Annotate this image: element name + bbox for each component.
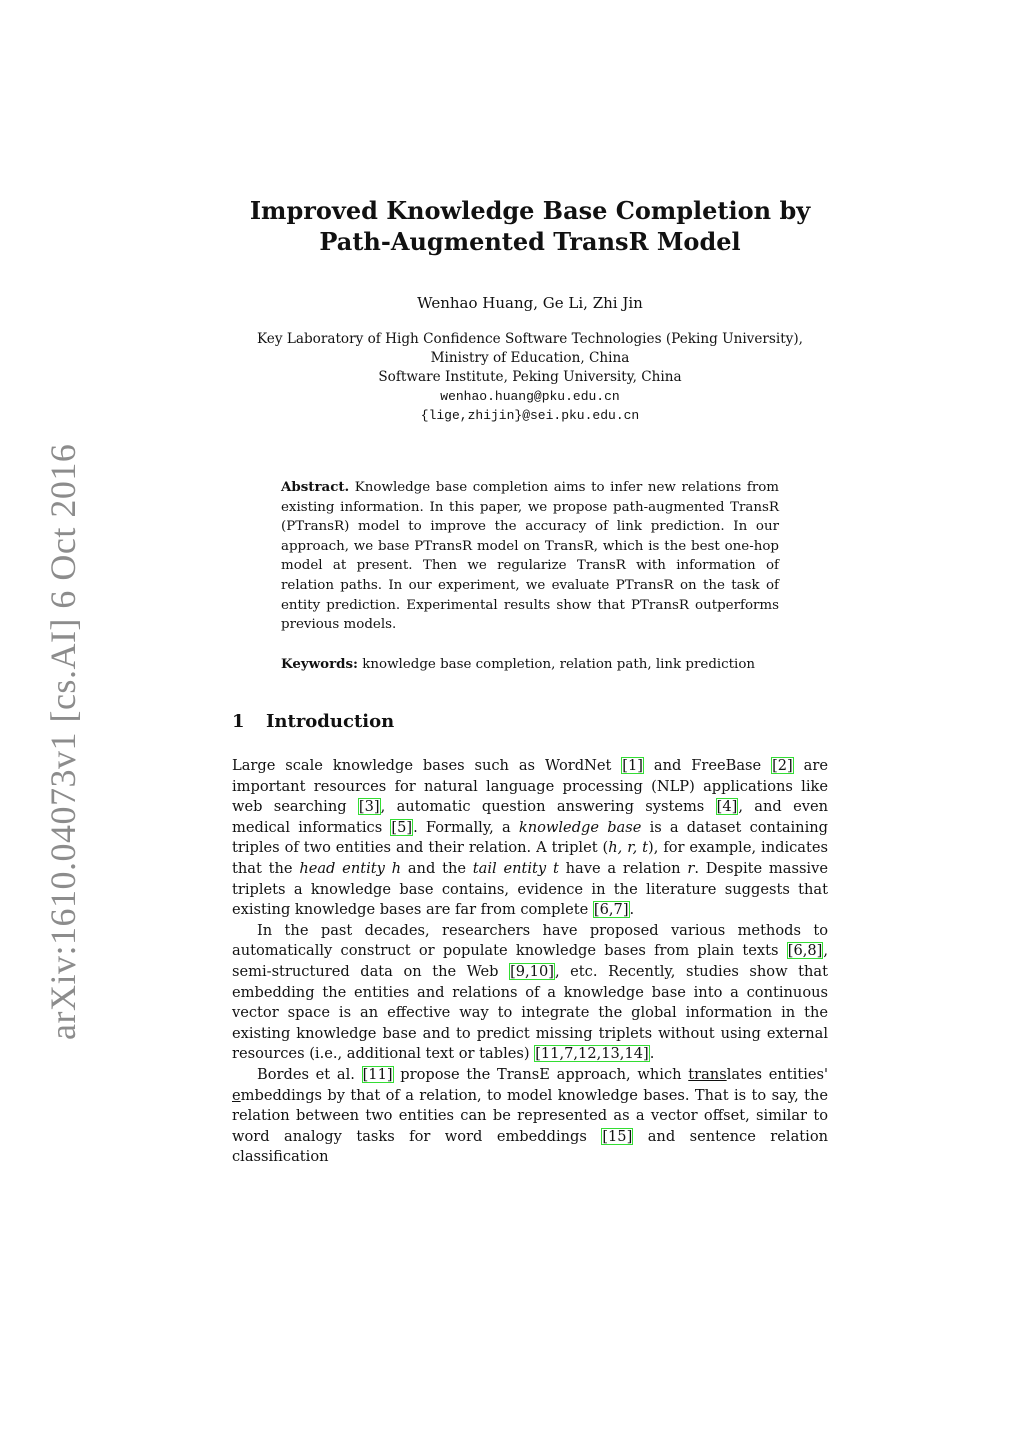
text-run: , semi-structured data on the Web — [232, 942, 828, 980]
emphasis: head entity — [299, 859, 385, 877]
paper-title — [232, 195, 828, 257]
emphasis: knowledge base — [518, 818, 642, 836]
text-run: lates entities' — [726, 1065, 828, 1083]
paragraph-1 — [232, 756, 828, 921]
math-variable: h, r, t — [608, 839, 649, 857]
title-line-2: Path-Augmented TransR Model — [319, 227, 741, 256]
underlined-text: trans — [688, 1065, 727, 1083]
text-run: propose the TransE approach, which — [393, 1065, 689, 1083]
text-run: . — [629, 901, 635, 919]
text-run: mbeddings by that of a relation, to model knowledge bases. That is to say, the relation between two entities can be represented as a vector offset, similar to word analogy tasks for word embeddings — [232, 1086, 828, 1145]
abstract-label: Abstract. — [281, 479, 350, 495]
text-run — [385, 860, 392, 877]
author-list: Wenhao Huang, Ge Li, Zhi Jin — [417, 294, 643, 312]
underlined-text: e — [232, 1086, 241, 1104]
paragraph-2 — [232, 921, 828, 1065]
text-run: In the past decades, researchers have proposed various methods to automatically construct or populate knowledge bases from plain texts — [232, 921, 828, 960]
keywords-label: Keywords: — [281, 656, 359, 672]
section-number: 1 — [232, 711, 245, 732]
text-run: and FreeBase — [643, 757, 772, 774]
citation-link[interactable]: [6,8] — [787, 942, 823, 960]
text-run: , etc. Recently, studies show that embedding the entities and relations of a knowledge base into a continuous vector space is an effective way to integrate the global information in the existing knowledge base and to predict missing triplets without using external resources (i.e., additional text or tables) — [232, 962, 828, 1063]
abstract — [281, 478, 779, 635]
citation-link[interactable]: [15] — [602, 1127, 633, 1145]
math-variable: t — [552, 859, 559, 877]
citation-link[interactable]: [6,7] — [593, 901, 629, 919]
text-run: have a relation — [558, 859, 688, 877]
keywords — [281, 655, 779, 675]
citation-link[interactable]: [9,10] — [510, 962, 554, 980]
text-run: are important resources for natural language processing (NLP) applications like web searching — [232, 757, 828, 816]
text-run: Large scale knowledge bases such as WordNet — [232, 757, 622, 774]
text-run: and the — [401, 859, 473, 877]
abstract-text: Knowledge base completion aims to infer new relations from existing information. In this paper, we propose path-augmented TransR (PTransR) model to improve the accuracy of link prediction. In our approach, we base PTransR model on TransR, which is the best one-hop model at present. Then we regularize TransR with information of relation paths. In our experiment, we evaluate PTransR on the task of entity prediction. Experimental results show that PTransR outperforms previous models. — [281, 480, 779, 633]
body-text — [232, 756, 828, 1168]
affiliation-line-3: Software Institute, Peking University, China — [378, 369, 682, 385]
section-heading — [232, 711, 394, 732]
text-run: , automatic question answering systems — [380, 798, 716, 816]
citation-link[interactable]: [5] — [391, 818, 413, 836]
text-run: , and even medical informatics — [232, 798, 828, 836]
affiliation-line-1: Key Laboratory of High Confidence Software Technologies (Peking University), — [256, 331, 803, 347]
citation-link[interactable]: [4] — [716, 798, 738, 816]
email-1[interactable]: wenhao.huang@pku.edu.cn — [440, 389, 620, 404]
citation-link[interactable]: [11] — [362, 1065, 393, 1083]
text-run: ), for example, indicates that the — [232, 839, 828, 877]
email-2[interactable]: {lige,zhijin}@sei.pku.edu.cn — [420, 408, 640, 423]
citation-link[interactable]: [2] — [772, 757, 793, 774]
text-run: . — [649, 1045, 655, 1063]
text-run: . Despite massive triplets a knowledge base contains, evidence in the literature suggests that existing knowledge bases are far from complete — [232, 859, 828, 919]
text-run — [546, 860, 553, 877]
citation-link[interactable]: [1] — [622, 757, 643, 774]
citation-link[interactable]: [3] — [358, 798, 380, 816]
arxiv-identifier: arXiv:1610.04073v1 [cs.AI] 6 Oct 2016 — [43, 443, 83, 1040]
affiliation-block — [232, 330, 828, 425]
affiliation-line-2: Ministry of Education, China — [430, 350, 630, 366]
keywords-text: knowledge base completion, relation path, link prediction — [362, 657, 756, 672]
math-variable: r — [687, 859, 695, 877]
title-line-1: Improved Knowledge Base Completion by — [249, 196, 811, 225]
math-variable: h — [391, 859, 402, 877]
emphasis: tail entity — [472, 859, 547, 877]
citation-link[interactable]: [11,7,12,13,14] — [535, 1045, 649, 1063]
text-run: Bordes et al. — [257, 1065, 362, 1083]
text-run: is a dataset containing triples of two entities and their relation. A triplet ( — [232, 818, 828, 857]
text-run: and sentence relation classification — [232, 1127, 828, 1166]
text-run: . Formally, a — [413, 818, 519, 836]
paragraph-3 — [232, 1065, 828, 1168]
section-title: Introduction — [266, 711, 395, 732]
